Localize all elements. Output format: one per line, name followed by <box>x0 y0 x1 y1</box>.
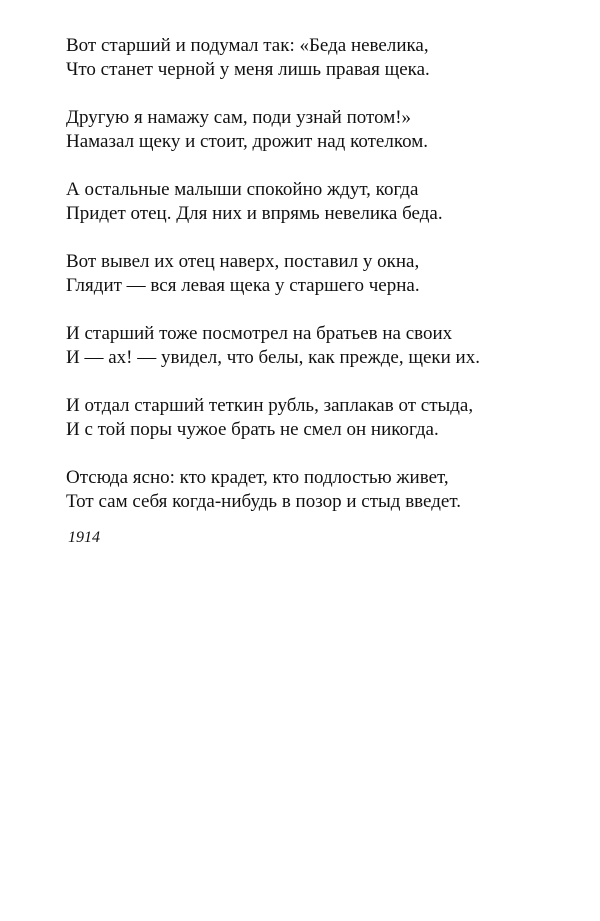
stanza-7 <box>66 466 566 514</box>
poem-line: Вот вывел их отец наверх, поставил у окна, <box>66 251 420 272</box>
stanza-6 <box>66 394 566 442</box>
poem-line: Глядит — вся левая щека у старшего черна. <box>66 275 420 296</box>
poem-line: Намазал щеку и стоит, дрожит над котелком. <box>66 131 429 152</box>
poem-line: И старший тоже посмотрел на братьев на своих <box>66 323 453 344</box>
stanza-4 <box>66 250 566 298</box>
poem-line: Вот старший и подумал так: «Беда невелика, <box>66 35 429 56</box>
poem-line: Тот сам себя когда-нибудь в позор и стыд введет. <box>66 491 461 512</box>
poem-line: И — ах! — увидел, что белы, как прежде, щеки их. <box>66 347 480 368</box>
stanza-1 <box>66 34 566 82</box>
poem-line: И отдал старший теткин рубль, заплакав от стыда, <box>66 395 474 416</box>
poem-page <box>66 34 566 548</box>
poem-line: Придет отец. Для них и впрямь невелика беда. <box>66 203 443 224</box>
poem-year: 1914 <box>68 529 100 546</box>
stanza-5 <box>66 322 566 370</box>
poem-line: Отсюда ясно: кто крадет, кто подлостью живет, <box>66 467 449 488</box>
stanza-2 <box>66 106 566 154</box>
poem-line: Другую я намажу сам, поди узнай потом!» <box>66 107 412 128</box>
stanza-3 <box>66 178 566 226</box>
poem-line: Что станет черной у меня лишь правая щека. <box>66 59 430 80</box>
poem-line: А остальные малыши спокойно ждут, когда <box>66 179 419 200</box>
poem-line: И с той поры чужое брать не смел он никогда. <box>66 419 439 440</box>
